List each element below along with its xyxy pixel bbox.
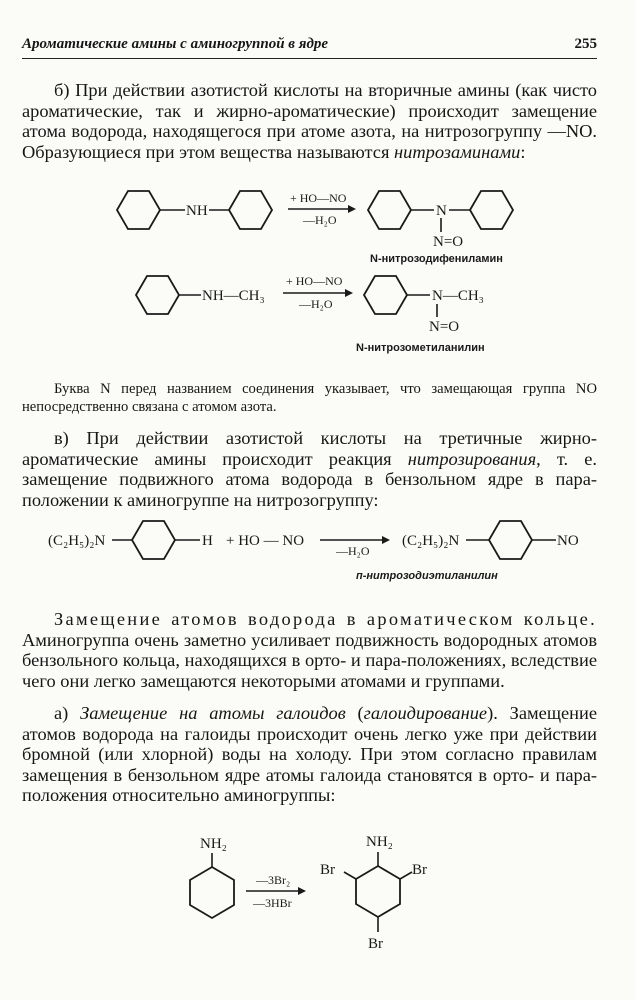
paren-close: ). xyxy=(487,703,510,723)
reaction-1-nh-label: NH xyxy=(186,203,208,219)
section-spaced-title: Замещение атомов водорода в ароматическом кольце. xyxy=(54,609,597,629)
reaction-4-br-bottom: Br xyxy=(368,936,383,952)
reaction-1-no-label: N=O xyxy=(433,234,464,250)
bond xyxy=(344,872,356,879)
arrow-head xyxy=(298,887,306,895)
reaction-3-no-label: NO xyxy=(557,533,579,549)
paren-open: ( xyxy=(345,703,364,723)
reaction-2-n-ch3-label: N—CH₃ xyxy=(432,288,484,304)
reaction-2-reagent-top: + HO—NO xyxy=(286,274,343,288)
reaction-4-reagent-top: —3Br₂ xyxy=(256,873,291,887)
reaction-4-nh2-left: NH₂ xyxy=(200,836,227,852)
paragraph-v-tail: , т. е. замещение подвижного атома водорода в бензольном ядре в пара-положении к аминогруппе на нитрозогруппу: xyxy=(22,448,597,510)
reaction-4-br-left: Br xyxy=(320,862,335,878)
reaction-4-nh2-right: NH₂ xyxy=(366,834,393,850)
benzene-ring xyxy=(190,867,234,918)
paragraph-a-label: а) xyxy=(54,703,81,723)
reaction-4-reagent-bottom: —3HBr xyxy=(253,896,292,910)
reaction-3-diethylamino-right: (C₂H₅)₂N xyxy=(402,533,460,549)
reaction-1-reagent-bottom: —H₂O xyxy=(303,213,337,227)
reaction-4-br-right: Br xyxy=(412,862,427,878)
term-nitrosamines: нитрозаминами xyxy=(394,141,521,162)
reaction-3-reagent: + HO — NO xyxy=(226,533,305,549)
halogen-substitution-title: Замещение на атомы галоидов xyxy=(80,703,346,723)
reaction-2-no-label: N=O xyxy=(429,319,460,335)
reaction-1-caption: N-нитрозодифениламин xyxy=(370,253,503,265)
page-number: 255 xyxy=(574,36,597,52)
reaction-2-nh-ch3-label: NH—CH₃ xyxy=(202,288,265,304)
term-halogenation: галоидирование xyxy=(363,703,488,723)
note-paragraph: Буква N перед названием соединения указывает, что замещающая группа NO непосредственно связана с атомом азота. xyxy=(22,381,597,415)
running-title: Ароматические амины с аминогруппой в ядре xyxy=(22,36,329,52)
reaction-3-h-label: H xyxy=(202,533,213,549)
reaction-3-diethylamino-left: (C₂H₅)₂N xyxy=(48,533,106,549)
reaction-1-n-label: N xyxy=(436,203,447,219)
benzene-ring xyxy=(356,866,400,917)
reaction-3-caption: п-нитрозодиэтиланилин xyxy=(356,570,498,582)
paragraph-b-tail: : xyxy=(520,141,526,162)
paragraph-v-lead: в) При действии азотистой кислоты на третичные жирно-ароматические амины происходит реакция xyxy=(22,428,597,469)
reaction-3-reagent-bottom: —H₂O xyxy=(336,544,370,558)
paragraph-b-lead: б) При действии азотистой кислоты на вторичные амины (как чисто ароматические, так и жирно-ароматические) происходит замещение атома водорода, находящегося при атоме азота, на нитрозогруппу —NO. Образующиеся при этом вещества называются xyxy=(22,80,597,162)
reaction-2-caption: N-нитрозометиланилин xyxy=(356,342,485,354)
reaction-2-reagent-bottom: —H₂O xyxy=(299,297,333,311)
term-nitrosation: нитрозирования xyxy=(407,448,537,469)
bond xyxy=(400,872,412,879)
reaction-1-reagent-top: + HO—NO xyxy=(290,191,347,205)
paragraph-a-text: Замещение атомов водорода на галоиды происходит очень легко уже при действии бромной (или хлорной) воды на холоду. При этом согласно правилам замещения в бензольном ядре атомы галоида становятся в орто- и пара-положения относительно аминогруппы: xyxy=(22,703,597,806)
section-text: Аминогруппа очень заметно усиливает подвижность водородных атомов бензольного кольца, находящихся в орто- и пара-положениях, вследствие чего они легко замещаются некоторыми атомами и группами. xyxy=(22,629,597,691)
